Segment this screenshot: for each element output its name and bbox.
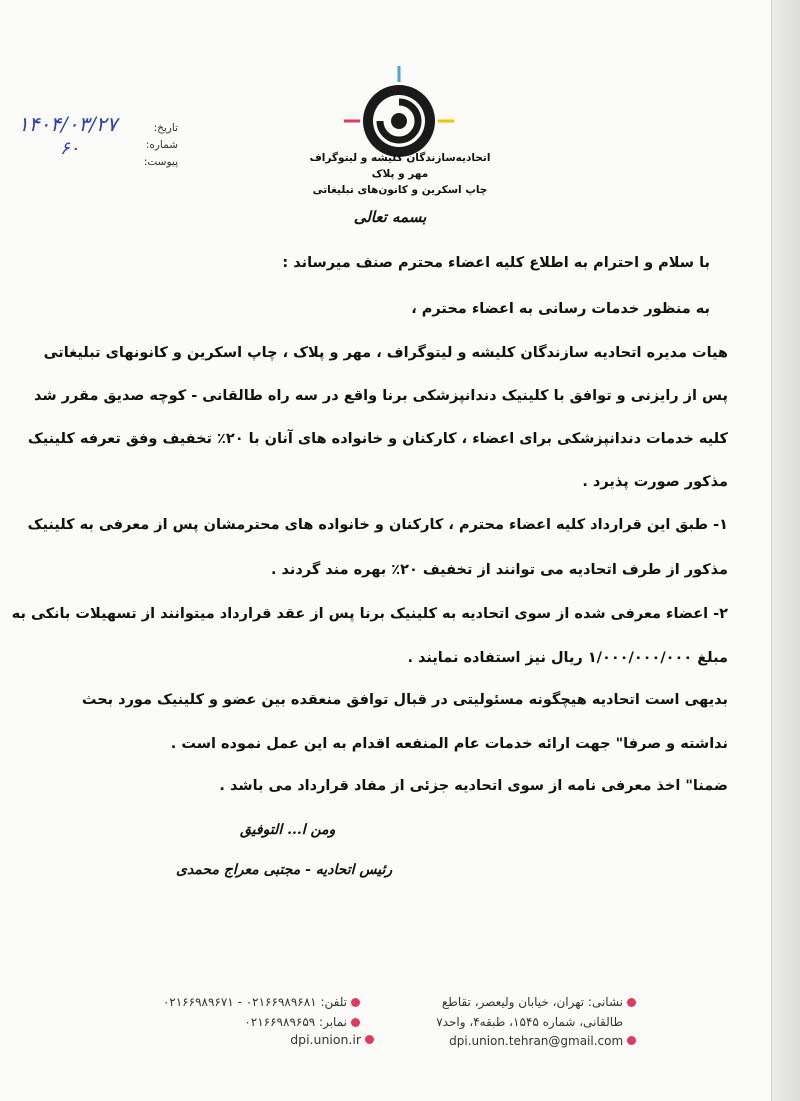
bismillah-heading: بسمه تعالی <box>353 208 427 226</box>
address-row <box>420 992 636 1012</box>
signature-line: رئیس اتحادیه - مجتبی معراج محمدی <box>176 862 393 878</box>
item1-line1: ۱- طبق این قرارداد کلیه اعضاء محترم ، کارکنان و خانواده های محترمشان پس از معرفی به کلینیک <box>27 517 728 533</box>
greeting-line: با سلام و احترام به اطلاع کلیه اعضاء محترم صنف میرساند : <box>282 255 710 271</box>
date-label: تاریخ: <box>153 122 178 134</box>
fax-number: نمابر: ۰۲۱۶۶۹۸۹۶۵۹ <box>244 1015 347 1029</box>
address-line2: طالقانی، شماره ۱۵۴۵، طبقه۴، واحد۷ <box>436 1015 623 1029</box>
attachment-label: پیوست: <box>143 156 178 168</box>
organization-name-line2: چاپ اسکرین و کانون‌های تبلیغاتی <box>312 184 488 196</box>
organization-name <box>300 150 500 198</box>
closing-phrase: ومن ا... التوفیق <box>240 822 336 838</box>
organization-name-line1: اتحادیه‌سازندگان کلیشه و لیتوگراف مهر و پلاک <box>309 152 491 180</box>
handwritten-date: ۱۴۰۴/۰۳/۲۷ <box>18 112 118 136</box>
scan-edge <box>772 0 800 1101</box>
location-icon <box>627 998 636 1007</box>
fax-icon <box>351 1018 360 1027</box>
letter-meta <box>118 120 178 171</box>
item2-line2: مبلغ ۱/۰۰۰/۰۰۰/۰۰۰ ریال نیز استفاده نمایند . <box>407 650 728 666</box>
footer-address <box>420 992 636 1032</box>
phone-icon <box>351 998 360 1007</box>
fax-row <box>150 1012 360 1032</box>
note-line: ضمنا" اخذ معرفی نامه از سوی اتحادیه جزئی از مفاد قرارداد می باشد . <box>219 778 728 794</box>
address-row2 <box>420 1012 636 1032</box>
website-row <box>254 1032 374 1047</box>
address-line1: نشانی: تهران، خیابان ولیعصر، تقاطع <box>441 995 623 1009</box>
paragraph1-line4: مذکور صورت پذیرد . <box>582 474 728 490</box>
paragraph1-line2: پس از رایزنی و توافق با کلینیک دندانپزشکی برنا واقع در سه راه طالقانی - کوچه صدیق مقرر شد <box>33 388 728 404</box>
disclaimer-line1: بدیهی است اتحادیه هیچگونه مسئولیتی در قبال توافق منعقده بین عضو و کلینیک مورد بحث <box>81 692 728 708</box>
paragraph1-line3: کلیه خدمات دندانپزشکی برای اعضاء ، کارکنان و خانواده های آنان با ۲۰٪ تخفیف وفق تعرفه کلینیک <box>27 431 728 447</box>
footer-contacts <box>150 992 360 1032</box>
email-address[interactable]: dpi.union.tehran@gmail.com <box>449 1034 624 1048</box>
number-label: شماره: <box>145 139 178 151</box>
web-icon <box>365 1035 374 1044</box>
intro-line: به منظور خدمات رسانی به اعضاء محترم ، <box>411 301 710 317</box>
phone-numbers: تلفن: ۰۲۱۶۶۹۸۹۶۸۱ - ۰۲۱۶۶۹۸۹۶۷۱ <box>162 995 347 1009</box>
email-row <box>420 1034 636 1048</box>
website-url[interactable]: dpi.union.ir <box>290 1032 362 1047</box>
paragraph1-line1: هیات مدیره اتحادیه سازندگان کلیشه و لیتوگراف ، مهر و پلاک ، چاپ اسکرین و کانونهای تبلیغاتی <box>43 345 728 361</box>
email-icon <box>627 1036 636 1045</box>
handwritten-number: ۶۰ <box>60 138 80 159</box>
disclaimer-line2: نداشته و صرفا" جهت ارائه خدمات عام المنفعه اقدام به این عمل نموده است . <box>170 736 728 752</box>
item1-line2: مذکور از طرف اتحادیه می توانند از تخفیف ۲۰٪ بهره مند گردند . <box>270 562 728 578</box>
item2-line1: ۲- اعضاء معرفی شده از سوی اتحادیه به کلینیک برنا پس از عقد قرارداد میتوانند از تسهیلات بانکی به <box>11 606 728 622</box>
phone-row <box>150 992 360 1012</box>
